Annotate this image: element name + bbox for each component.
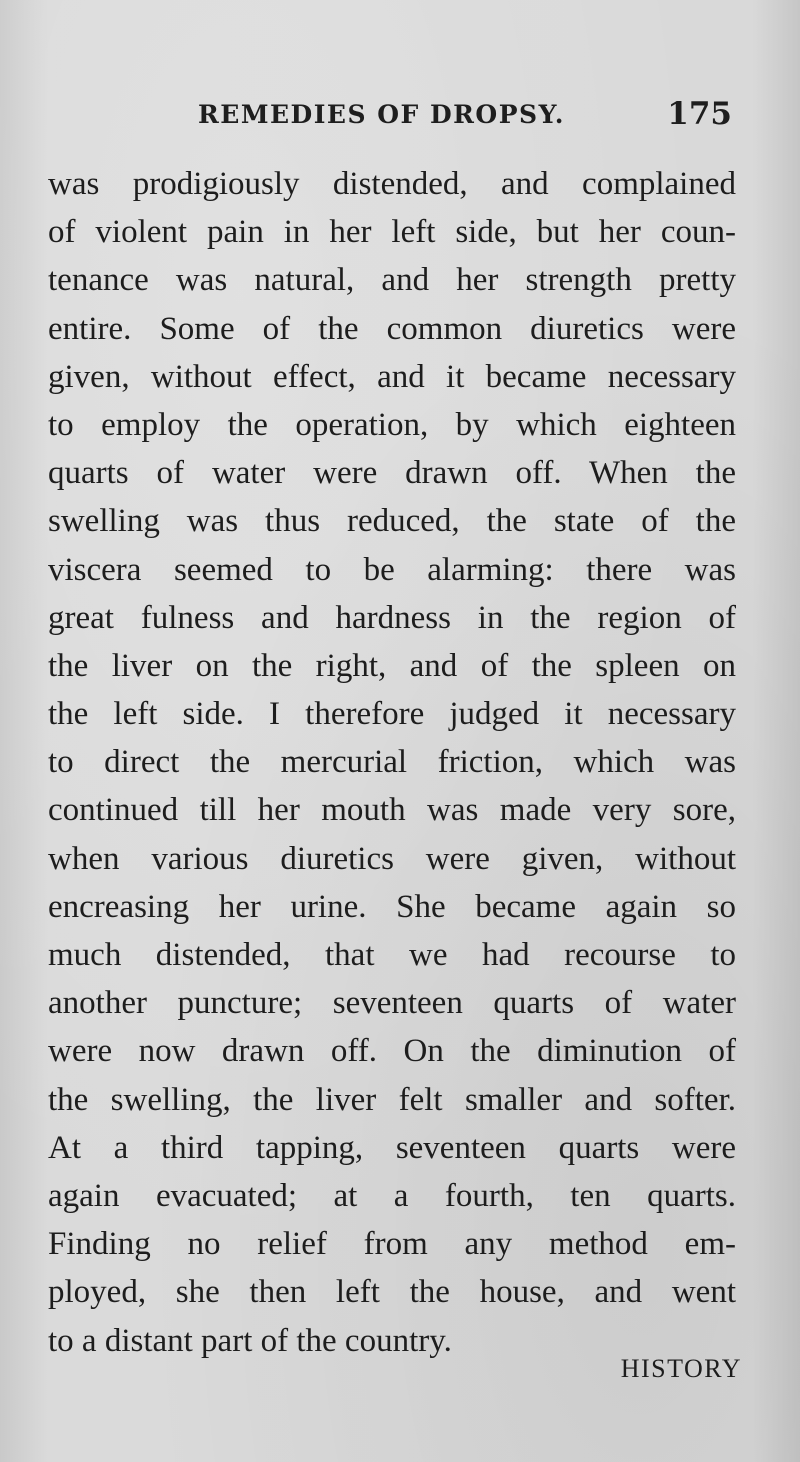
body-text [48,160,736,1365]
text-line: to a distant part of the country. [48,1322,452,1359]
text-line: to direct the mercurial friction, which was [48,744,736,781]
text-line: ployed, she then left the house, and went [48,1274,736,1311]
text-line: great fulness and hardness in the region of [48,599,736,636]
text-line: another puncture; seventeen quarts of water [48,985,736,1022]
text-line: given, without effect, and it became necessary [48,358,736,395]
page-header [60,96,740,136]
text-line: much distended, that we had recourse to [48,937,736,973]
text-line: the left side. I therefore judged it necessary [48,696,736,733]
text-line: Finding no relief from any method em- [48,1226,736,1263]
text-line: continued till her mouth was made very sore, [48,792,736,829]
text-line: were now drawn off. On the diminution of [48,1033,736,1070]
text-line: swelling was thus reduced, the state of the [48,503,736,540]
catchword: HISTORY [620,1354,742,1383]
text-line: the swelling, the liver felt smaller and softer. [48,1081,736,1118]
text-line: encreasing her urine. She became again so [48,888,736,925]
running-title: REMEDIES OF DROPSY. [198,100,565,129]
text-line: when various diuretics were given, without [48,840,736,877]
text-line: of violent pain in her left side, but her coun- [48,214,736,251]
text-line: At a third tapping, seventeen quarts were [48,1129,736,1166]
text-line: entire. Some of the common diuretics were [48,310,736,347]
text-line: to employ the operation, by which eighteen [48,406,736,443]
text-line: was prodigiously distended, and complained [48,166,736,202]
text-line: quarts of water were drawn off. When the [48,455,736,492]
text-line: viscera seemed to be alarming: there was [48,551,736,588]
text-line: again evacuated; at a fourth, ten quarts. [48,1177,736,1214]
text-line: tenance was natural, and her strength pretty [48,262,736,299]
page-number: 175 [667,96,732,132]
text-line: the liver on the right, and of the spleen on [48,647,736,684]
